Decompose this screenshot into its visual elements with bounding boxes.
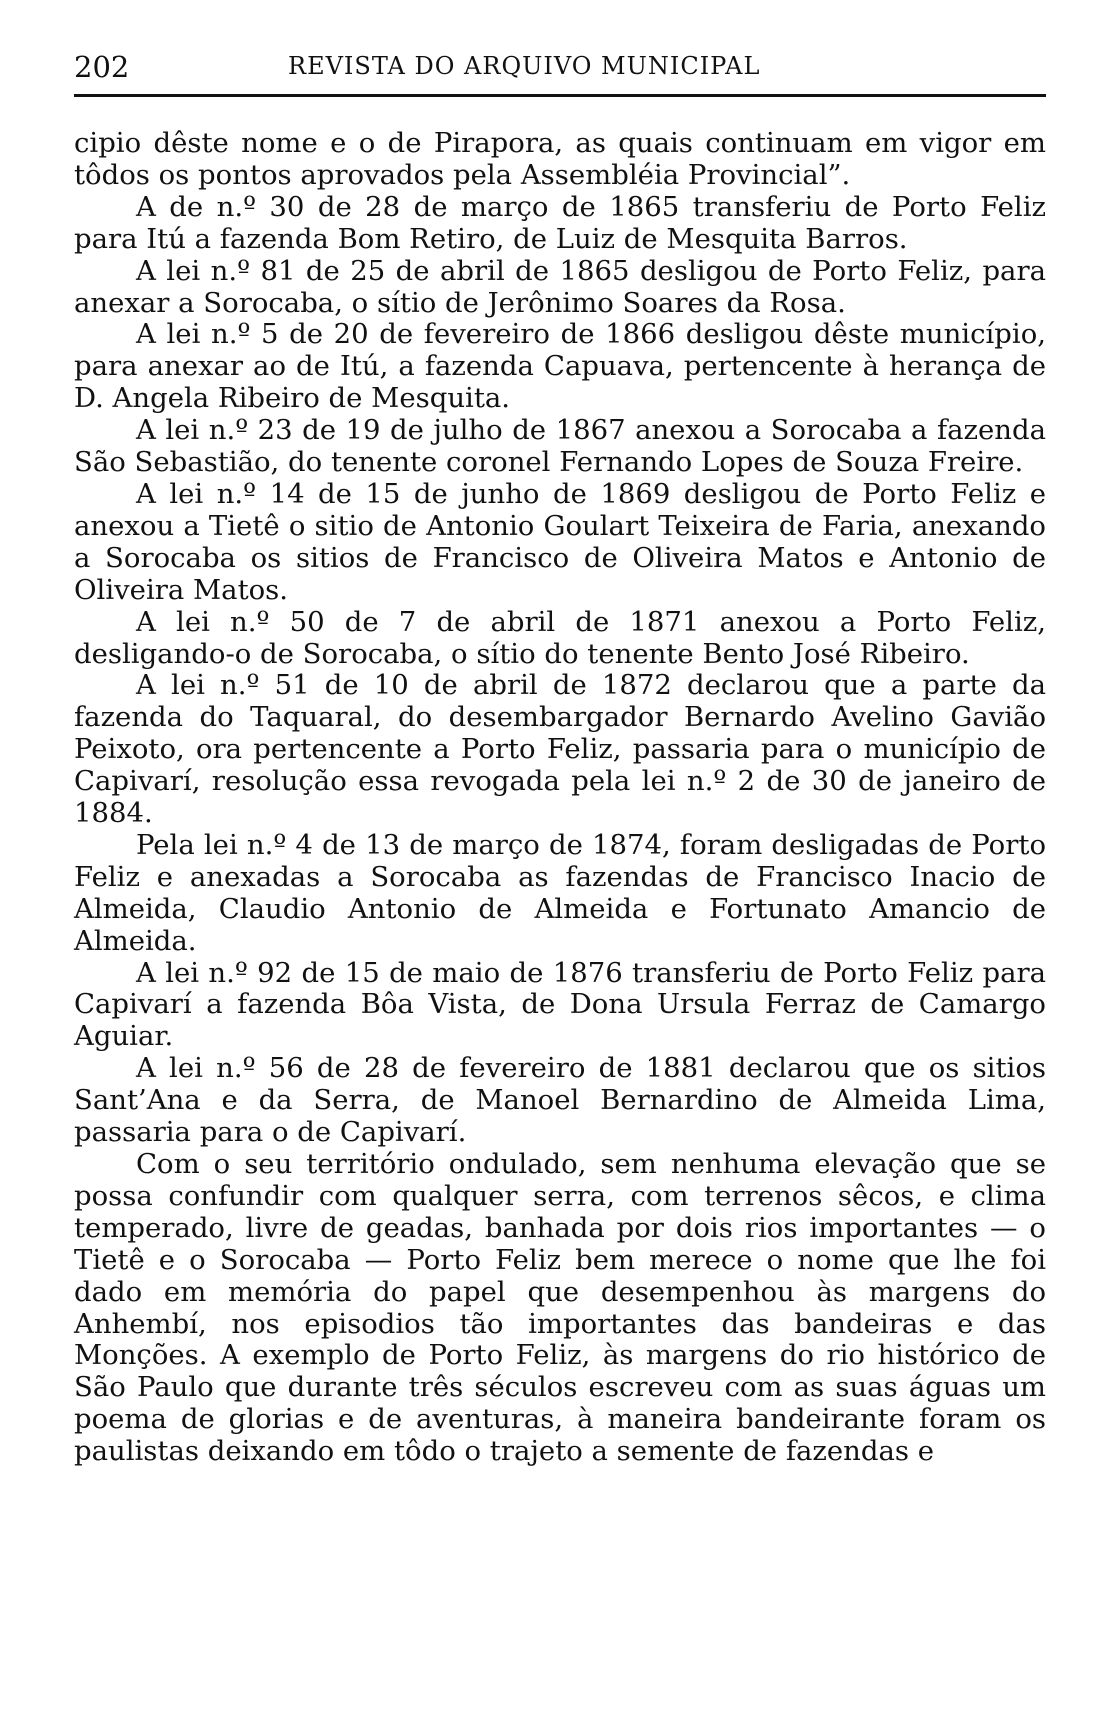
paragraph: A lei n.º 23 de 19 de julho de 1867 anexou a Sorocaba a fazenda São Sebastião, do tenente coronel Fernando Lopes de Souza Freire. (74, 414, 1046, 479)
running-title: REVISTA DO ARQUIVO MUNICIPAL (288, 52, 761, 80)
paragraph: cipio dêste nome e o de Pirapora, as quais continuam em vigor em tôdos os pontos aprovados pela Assembléia Provincial”. (74, 127, 1046, 191)
page-header (74, 48, 1046, 97)
paragraph: A lei n.º 14 de 15 de junho de 1869 desligou de Porto Feliz e anexou a Tietê o sitio de Antonio Goulart Teixeira de Faria, anexando a Sorocaba os sitios de Francisco de Oliveira Matos e Antonio de Oliveira Matos. (74, 477, 1046, 606)
paragraph: Pela lei n.º 4 de 13 de março de 1874, foram desligadas de Porto Feliz e anexadas a Sorocaba as fazendas de Francisco Inacio de Almeida, Claudio Antonio de Almeida e Fortunato Amancio de Almeida. (74, 828, 1046, 957)
page-number: 202 (74, 50, 130, 84)
paragraph: A lei n.º 5 de 20 de fevereiro de 1866 desligou dêste município, para anexar ao de Itú, a fazenda Capuava, pertencente à herança de D. Angela Ribeiro de Mesquita. (74, 318, 1046, 415)
paragraph: A lei n.º 56 de 28 de fevereiro de 1881 declarou que os sitios Sant’Ana e da Serra, de Manoel Bernardino de Almeida Lima, passaria para o de Capivarí. (74, 1052, 1046, 1149)
paragraph: Com o seu território ondulado, sem nenhuma elevação que se possa confundir com qualquer serra, com terrenos sêcos, e clima temperado, livre de geadas, banhada por dois rios importantes — o Tietê e o Sorocaba — Porto Feliz bem merece o nome que lhe foi dado em memória do papel que desempenhou às margens do Anhembí, nos episodios tão importantes das bandeiras e das Monções. A exemplo de Porto Feliz, às margens do rio histórico de São Paulo que durante três séculos escreveu com as suas águas um poema de glorias e de aventuras, à maneira bandeirante foram os paulistas deixando em tôdo o trajeto a semente de fazendas e (74, 1148, 1046, 1468)
body-text (74, 128, 1046, 1468)
paragraph: A lei n.º 50 de 7 de abril de 1871 anexou a Porto Feliz, desligando-o de Sorocaba, o sítio do tenente Bento José Ribeiro. (74, 605, 1046, 670)
paragraph: A lei n.º 81 de 25 de abril de 1865 desligou de Porto Feliz, para anexar a Sorocaba, o sítio de Jerônimo Soares da Rosa. (74, 254, 1046, 319)
paragraph: A lei n.º 51 de 10 de abril de 1872 declarou que a parte da fazenda do Taquaral, do desembargador Bernardo Avelino Gavião Peixoto, ora pertencente a Porto Feliz, passaria para o município de Capivarí, resolução essa revogada pela lei n.º 2 de 30 de janeiro de 1884. (74, 669, 1046, 830)
paragraph: A lei n.º 92 de 15 de maio de 1876 transferiu de Porto Feliz para Capivarí a fazenda Bôa Vista, de Dona Ursula Ferraz de Camargo Aguiar. (74, 956, 1046, 1053)
paragraph: A de n.º 30 de 28 de março de 1865 transferiu de Porto Feliz para Itú a fazenda Bom Retiro, de Luiz de Mesquita Barros. (74, 190, 1046, 255)
